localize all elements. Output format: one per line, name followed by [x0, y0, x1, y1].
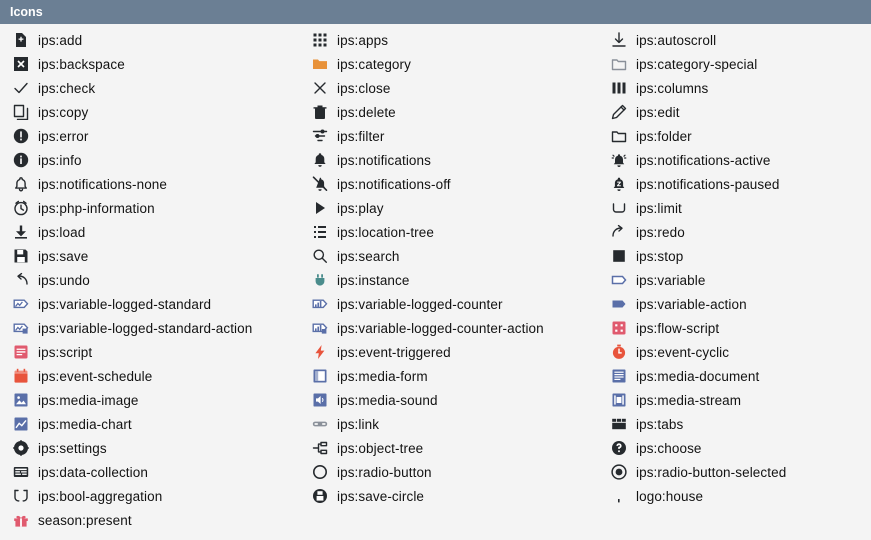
variable-logged-standard-action-icon [10, 318, 32, 338]
icon-label: ips:autoscroll [636, 32, 717, 48]
icon-label: ips:load [38, 224, 86, 240]
notifications-off-icon [309, 174, 331, 194]
variable-logged-counter-icon [309, 294, 331, 314]
columns-icon [608, 78, 630, 98]
icon-list-item[interactable] [309, 292, 608, 316]
icon-label: ips:copy [38, 104, 89, 120]
icon-list-item[interactable] [10, 124, 309, 148]
icon-list-item[interactable] [608, 364, 871, 388]
file-add-icon [10, 30, 32, 50]
icon-label: ips:instance [337, 272, 410, 288]
info-icon [10, 150, 32, 170]
choose-icon [608, 438, 630, 458]
variable-action-icon [608, 294, 630, 314]
limit-icon [608, 198, 630, 218]
icon-list-item[interactable] [10, 508, 309, 532]
icon-list-item[interactable] [309, 460, 608, 484]
redo-icon [608, 222, 630, 242]
icon-list-item[interactable] [309, 100, 608, 124]
icon-list-item[interactable] [10, 76, 309, 100]
radio-button-selected-icon [608, 462, 630, 482]
icon-list-item[interactable] [309, 76, 608, 100]
icon-list-item[interactable] [608, 436, 871, 460]
icon-list-item[interactable] [309, 364, 608, 388]
icon-label: ips:backspace [38, 56, 125, 72]
object-tree-icon [309, 438, 331, 458]
settings-gear-icon [10, 438, 32, 458]
icon-label: ips:radio-button [337, 464, 432, 480]
icon-label: ips:script [38, 344, 93, 360]
notifications-active-icon [608, 150, 630, 170]
icon-label: ips:media-document [636, 368, 760, 384]
icon-list-item[interactable] [309, 220, 608, 244]
icon-list-item[interactable] [608, 100, 871, 124]
icon-list-item[interactable] [309, 148, 608, 172]
icon-label: ips:flow-script [636, 320, 720, 336]
icon-label: ips:columns [636, 80, 709, 96]
undo-icon [10, 270, 32, 290]
media-chart-icon [10, 414, 32, 434]
play-icon [309, 198, 331, 218]
icon-list-item[interactable] [608, 76, 871, 100]
icon-label: season:present [38, 512, 132, 528]
icon-label: ips:media-stream [636, 392, 742, 408]
icon-label: ips:add [38, 32, 83, 48]
icon-label: ips:media-chart [38, 416, 132, 432]
copy-icon [10, 102, 32, 122]
radio-button-icon [309, 462, 331, 482]
icon-label: ips:error [38, 128, 89, 144]
flow-script-icon [608, 318, 630, 338]
icon-label: ips:search [337, 248, 400, 264]
icon-list-item[interactable] [10, 172, 309, 196]
icon-list-item[interactable] [10, 52, 309, 76]
icon-label: ips:data-collection [38, 464, 148, 480]
icon-list-item[interactable] [608, 148, 871, 172]
icon-label: ips:folder [636, 128, 692, 144]
icon-list-item[interactable] [309, 28, 608, 52]
category-special-icon [608, 54, 630, 74]
icon-list-item[interactable] [608, 244, 871, 268]
icon-label: ips:category-special [636, 56, 758, 72]
category-folder-icon [309, 54, 331, 74]
icon-list-item[interactable] [309, 316, 608, 340]
icon-list-item[interactable] [10, 484, 309, 508]
icon-label: logo:house [636, 488, 704, 504]
icon-list-item[interactable] [309, 52, 608, 76]
icon-list-item[interactable] [10, 340, 309, 364]
php-information-icon [10, 198, 32, 218]
event-cyclic-icon [608, 342, 630, 362]
icon-label: ips:limit [636, 200, 682, 216]
apps-grid-icon [309, 30, 331, 50]
icon-label: ips:category [337, 56, 411, 72]
icon-list-item[interactable] [10, 100, 309, 124]
backspace-icon [10, 54, 32, 74]
icon-label: ips:variable [636, 272, 706, 288]
icon-list-item[interactable] [608, 172, 871, 196]
icon-list-item[interactable] [10, 220, 309, 244]
icon-label: ips:redo [636, 224, 685, 240]
icon-label: ips:check [38, 80, 96, 96]
icon-list-item[interactable] [10, 316, 309, 340]
icon-label: ips:object-tree [337, 440, 424, 456]
search-icon [309, 246, 331, 266]
icon-label: ips:event-schedule [38, 368, 153, 384]
icon-label: ips:save-circle [337, 488, 425, 504]
icon-list-item[interactable] [309, 412, 608, 436]
icon-list-item[interactable] [608, 316, 871, 340]
icon-label: ips:undo [38, 272, 90, 288]
delete-trash-icon [309, 102, 331, 122]
icon-list-item[interactable] [608, 388, 871, 412]
icon-label: ips:event-cyclic [636, 344, 730, 360]
instance-plug-icon [309, 270, 331, 290]
error-icon [10, 126, 32, 146]
icon-list-item[interactable] [309, 484, 608, 508]
notifications-paused-icon [608, 174, 630, 194]
icon-list-item[interactable] [10, 460, 309, 484]
event-schedule-icon [10, 366, 32, 386]
icon-list-item[interactable] [608, 220, 871, 244]
icon-label: ips:link [337, 416, 380, 432]
icon-list-item[interactable] [10, 292, 309, 316]
icon-label: ips:close [337, 80, 391, 96]
edit-pencil-icon [608, 102, 630, 122]
icon-list-item[interactable] [608, 460, 871, 484]
icon-label: ips:delete [337, 104, 396, 120]
icon-list-item[interactable] [309, 436, 608, 460]
house-icon [608, 486, 630, 506]
variable-icon [608, 270, 630, 290]
icon-list-item[interactable] [608, 340, 871, 364]
icon-list-item[interactable] [10, 148, 309, 172]
data-collection-icon [10, 462, 32, 482]
icon-label: ips:variable-logged-standard-action [38, 320, 253, 336]
icon-label: ips:choose [636, 440, 702, 456]
icon-label: ips:radio-button-selected [636, 464, 787, 480]
icon-list-item[interactable] [309, 124, 608, 148]
icon-list-item[interactable] [10, 388, 309, 412]
icon-label: ips:php-information [38, 200, 155, 216]
icon-list-item[interactable] [608, 124, 871, 148]
notifications-none-icon [10, 174, 32, 194]
icon-label: ips:info [38, 152, 82, 168]
close-icon [309, 78, 331, 98]
icon-label: ips:variable-logged-counter [337, 296, 503, 312]
icon-list-item[interactable] [608, 484, 871, 508]
icon-label: ips:apps [337, 32, 389, 48]
icon-list-item[interactable] [309, 340, 608, 364]
icon-label: ips:variable-action [636, 296, 747, 312]
icons-content [0, 24, 871, 540]
script-icon [10, 342, 32, 362]
stop-icon [608, 246, 630, 266]
icon-list-item[interactable] [309, 388, 608, 412]
location-tree-icon [309, 222, 331, 242]
icon-list-item[interactable] [10, 196, 309, 220]
icon-label: ips:variable-logged-counter-action [337, 320, 544, 336]
bool-aggregation-icon [10, 486, 32, 506]
icon-grid [0, 28, 871, 532]
icon-label: ips:variable-logged-standard [38, 296, 212, 312]
icon-label: ips:stop [636, 248, 684, 264]
icon-list-item[interactable] [309, 244, 608, 268]
icon-label: ips:settings [38, 440, 107, 456]
icon-list-item[interactable] [608, 412, 871, 436]
window-titlebar [0, 0, 871, 24]
icon-list-item[interactable] [608, 268, 871, 292]
icon-list-item[interactable] [10, 268, 309, 292]
filter-icon [309, 126, 331, 146]
icon-label: ips:location-tree [337, 224, 434, 240]
icon-list-item[interactable] [309, 196, 608, 220]
media-image-icon [10, 390, 32, 410]
icon-list-item[interactable] [10, 436, 309, 460]
season-present-icon [10, 510, 32, 530]
icon-label: ips:notifications [337, 152, 431, 168]
load-download-icon [10, 222, 32, 242]
icon-list-item[interactable] [608, 28, 871, 52]
icon-list-item[interactable] [608, 196, 871, 220]
icon-list-item[interactable] [10, 412, 309, 436]
media-document-icon [608, 366, 630, 386]
media-form-icon [309, 366, 331, 386]
icon-label: ips:notifications-paused [636, 176, 780, 192]
variable-logged-counter-action-icon [309, 318, 331, 338]
media-sound-icon [309, 390, 331, 410]
check-icon [10, 78, 32, 98]
media-stream-icon [608, 390, 630, 410]
save-circle-icon [309, 486, 331, 506]
window-title: Icons [10, 5, 43, 19]
icon-list-item[interactable] [10, 364, 309, 388]
icon-list-item[interactable] [309, 172, 608, 196]
icon-label: ips:notifications-active [636, 152, 771, 168]
icon-label: ips:notifications-off [337, 176, 451, 192]
icon-label: ips:tabs [636, 416, 684, 432]
event-triggered-icon [309, 342, 331, 362]
notifications-icon [309, 150, 331, 170]
tabs-icon [608, 414, 630, 434]
icon-label: ips:media-image [38, 392, 139, 408]
save-icon [10, 246, 32, 266]
icon-label: ips:media-sound [337, 392, 438, 408]
icon-label: ips:play [337, 200, 384, 216]
autoscroll-icon [608, 30, 630, 50]
icon-list-item[interactable] [10, 28, 309, 52]
icon-label: ips:edit [636, 104, 680, 120]
icon-label: ips:media-form [337, 368, 428, 384]
link-icon [309, 414, 331, 434]
icon-list-item[interactable] [608, 52, 871, 76]
icon-label: ips:notifications-none [38, 176, 168, 192]
variable-logged-standard-icon [10, 294, 32, 314]
icon-label: ips:filter [337, 128, 385, 144]
icon-label: ips:event-triggered [337, 344, 451, 360]
icon-label: ips:save [38, 248, 89, 264]
icon-list-item[interactable] [10, 244, 309, 268]
folder-icon [608, 126, 630, 146]
icon-list-item[interactable] [309, 268, 608, 292]
icon-list-item[interactable] [608, 292, 871, 316]
icon-label: ips:bool-aggregation [38, 488, 163, 504]
